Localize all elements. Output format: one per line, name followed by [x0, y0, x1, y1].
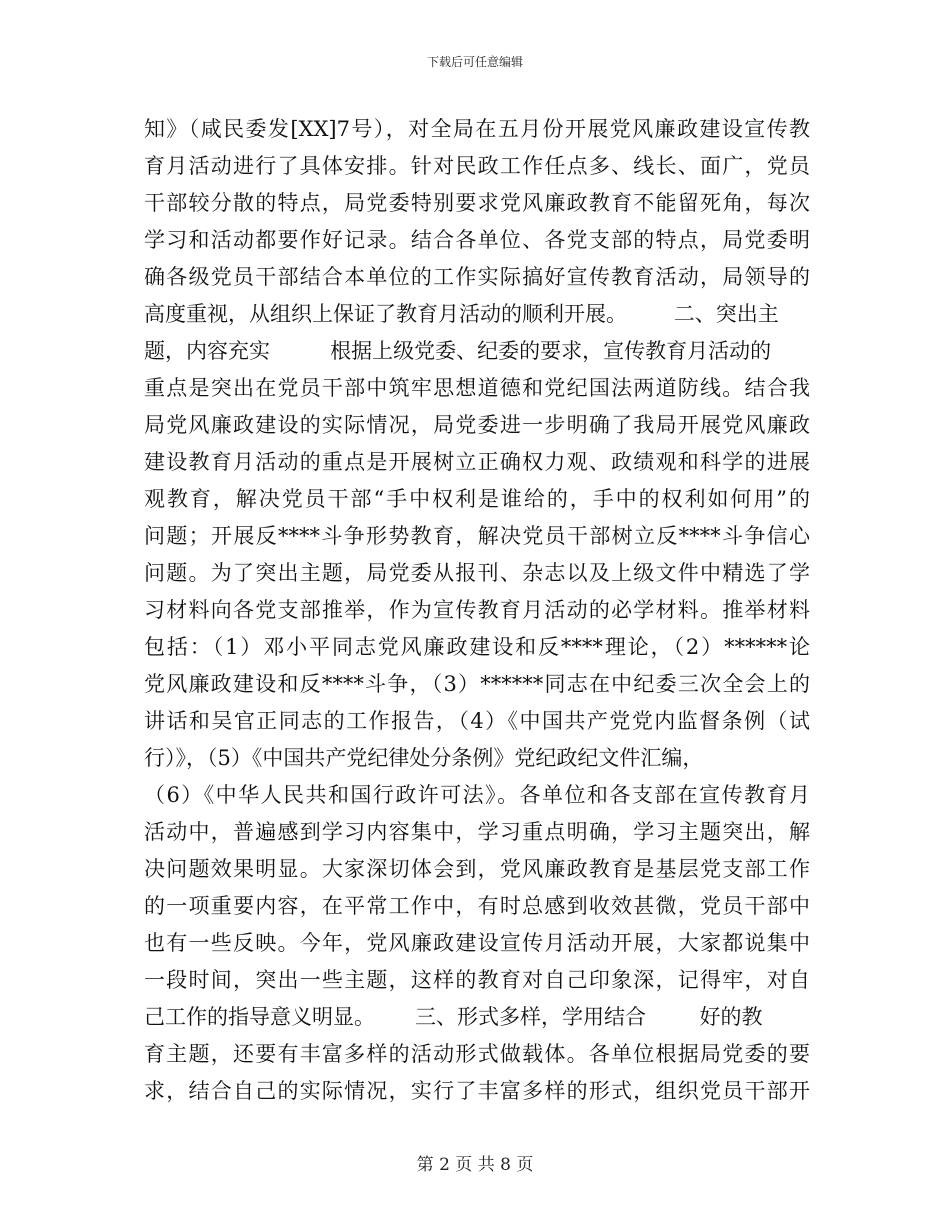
text-line: 问题；开展反****斗争形势教育，解决党员干部树立反****斗争信心: [144, 524, 810, 548]
text-line: 题，内容充实 根据上级党委、纪委的要求，宣传教育月活动的: [144, 339, 772, 363]
text-line: 也有一些反映。今年，党风廉政建设宣传月活动开展，大家都说集中: [144, 931, 810, 955]
text-line: 一段时间，突出一些主题，这样的教育对自己印象深，记得牢，对自: [144, 968, 810, 992]
text-line: 局党风廉政建设的实际情况，局党委进一步明确了我局开展党风廉政: [144, 413, 810, 437]
text-line: 包括：（1）邓小平同志党风廉政建设和反****理论，（2）******论: [144, 635, 810, 659]
text-line: 讲话和吴官正同志的工作报告，（4）《中国共产党党内监督条例（试: [144, 709, 810, 733]
text-line: 高度重视，从组织上保证了教育月活动的顺利开展。 二、突出主: [144, 302, 779, 326]
text-line: 己工作的指导意义明显。 三、形式多样，学用结合 好的教: [144, 1005, 763, 1029]
text-line: 重点是突出在党员干部中筑牢思想道德和党纪国法两道防线。结合我: [144, 376, 810, 400]
text-line: 习材料向各党支部推举，作为宣传教育月活动的必学材料。推举材料: [144, 598, 810, 622]
document-body: [144, 111, 810, 1110]
text-line: 求，结合自己的实际情况，实行了丰富多样的形式，组织党员干部开: [144, 1079, 810, 1103]
text-line: 党风廉政建设和反****斗争，（3）******同志在中纪委三次全会上的: [144, 672, 810, 696]
text-line: 决问题效果明显。大家深切体会到，党风廉政教育是基层党支部工作: [144, 857, 810, 881]
text-line: 问题。为了突出主题，局党委从报刊、杂志以及上级文件中精选了学: [144, 561, 810, 585]
text-line: 的一项重要内容，在平常工作中，有时总感到收效甚微，党员干部中: [144, 894, 810, 918]
text-line: 育月活动进行了具体安排。针对民政工作任点多、线长、面广，党员: [144, 154, 810, 178]
text-line: 观教育，解决党员干部“手中权利是谁给的，手中的权利如何用”的: [144, 487, 810, 511]
text-line: 知》（咸民委发[XX]7号），对全局在五月份开展党风廉政建设宣传教: [144, 117, 810, 141]
text-line: 确各级党员干部结合本单位的工作实际搞好宣传教育活动，局领导的: [144, 265, 810, 289]
page-number-footer: 第 2 页 共 8 页: [416, 1155, 534, 1175]
text-line: 行）》，（5）《中国共产党纪律处分条例》党纪政纪文件汇编，: [144, 746, 704, 770]
text-line: 活动中，普遍感到学习内容集中，学习重点明确，学习主题突出，解: [144, 820, 810, 844]
text-line: （6）《中华人民共和国行政许可法》。各单位和各支部在宣传教育月: [144, 783, 810, 807]
text-line: 育主题，还要有丰富多样的活动形式做载体。各单位根据局党委的要: [144, 1042, 810, 1066]
text-line: 学习和活动都要作好记录。结合各单位、各党支部的特点，局党委明: [144, 228, 810, 252]
text-line: 干部较分散的特点，局党委特别要求党风廉政教育不能留死角，每次: [144, 191, 810, 215]
text-line: 建设教育月活动的重点是开展树立正确权力观、政绩观和科学的进展: [144, 450, 810, 474]
page-header: 下载后可任意编辑: [426, 55, 523, 69]
